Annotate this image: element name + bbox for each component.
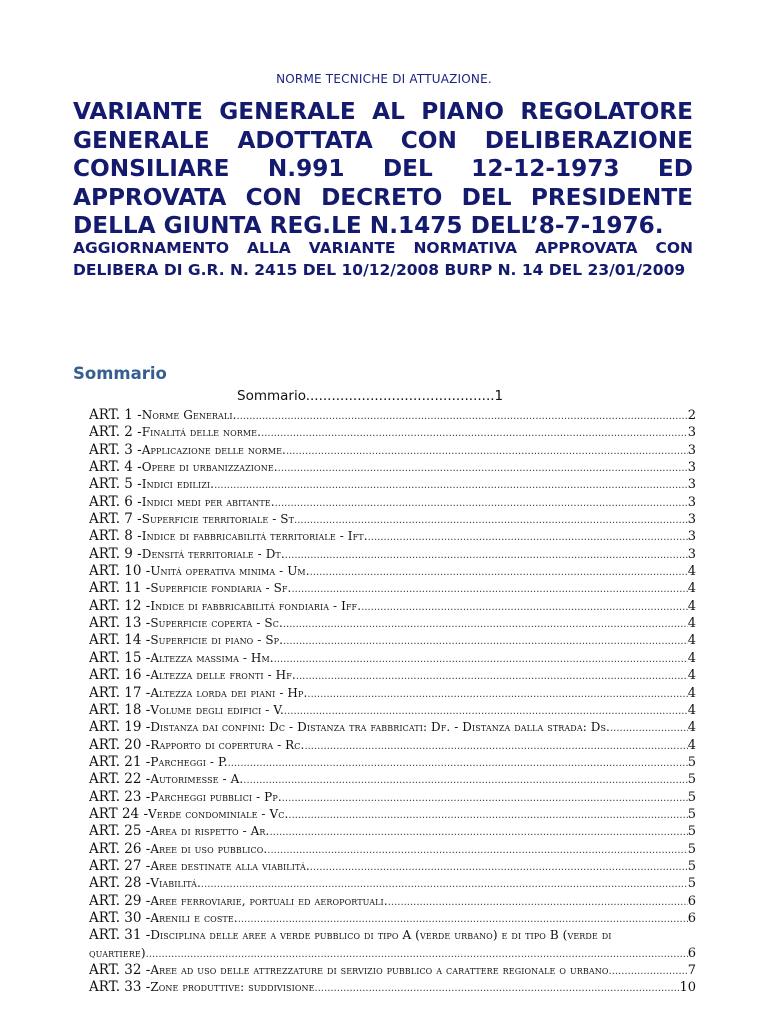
toc-entry-page-number: 3 — [687, 512, 696, 528]
toc-entry-page-number: 3 — [687, 546, 696, 562]
toc-entry-page-number: 5 — [687, 841, 696, 857]
toc-entry-article-number: ART. 4 - — [89, 459, 142, 476]
toc-entry-article-number: ART. 20 - — [89, 736, 151, 753]
toc-entry[interactable] — [89, 494, 696, 511]
toc-entry-title: Finalitá delle norme. — [141, 425, 262, 440]
document-subtitle: AGGIORNAMENTO ALLA VARIANTE NORMATIVA APPROVATA CON DELIBERA DI G.R. N. 2415 DEL 10/12/2008 BURP N. 14 DEL 23/01/2009 — [73, 239, 693, 279]
toc-leader-dots — [237, 408, 688, 424]
toc-entry-article-number: ART. 19 - — [89, 719, 151, 736]
toc-leader-dots — [275, 495, 688, 511]
toc-entry-page-number: 5 — [687, 789, 696, 805]
toc-entry-article-number: ART. 13 - — [89, 615, 151, 632]
toc-entry-title: Unitá operativa minima - Um. — [150, 564, 310, 579]
toc-entry-page-number: 4 — [687, 702, 696, 718]
toc-entry[interactable] — [89, 546, 696, 563]
toc-entry-article-number: ART. 27 - — [89, 857, 151, 874]
toc-entry-sommario[interactable]: Sommario............................................1 — [237, 388, 504, 404]
toc-entry-title: Area di rispetto - Ar. — [150, 824, 270, 839]
toc-entry-article-number: ART. 7 - — [89, 511, 142, 528]
toc-entry-article-number: ART. 10 - — [89, 563, 151, 580]
toc-entry-page-number: 5 — [687, 876, 696, 892]
toc-entry-page-number: 5 — [687, 754, 696, 770]
toc-entry-title: Superficie territoriale - St — [141, 512, 295, 527]
toc-entry[interactable] — [89, 754, 696, 771]
toc-entry-title: Applicazione delle norme. — [141, 442, 286, 457]
toc-entry[interactable] — [89, 979, 696, 996]
toc-entry-article-number: ART. 33 - — [89, 979, 151, 996]
toc-entry[interactable] — [89, 580, 696, 597]
toc-leader-dots — [307, 686, 687, 702]
toc-entry-title: Opere di urbanizzazione. — [141, 460, 278, 475]
toc-entry[interactable] — [89, 528, 696, 545]
toc-leader-dots — [288, 807, 687, 823]
toc-entry-page-number: 6 — [687, 945, 696, 961]
toc-entry-title: Indici edilizi. — [141, 477, 215, 492]
toc-entry-article-number: ART 24 - — [89, 805, 149, 822]
toc-entry[interactable] — [89, 563, 696, 580]
toc-entry-article-number: ART. 6 - — [89, 493, 142, 510]
toc-entry-title: Altezza delle fronti - Hf. — [150, 668, 296, 683]
toc-entry-title: quartiere) — [89, 945, 146, 960]
toc-entry-title: Viabilitá. — [150, 876, 201, 891]
toc-entry[interactable] — [89, 424, 696, 441]
toc-entry-title: Parcheggi - P. — [150, 754, 228, 769]
toc-entry-article-number: ART. 23 - — [89, 788, 151, 805]
toc-entry-article-number: ART. 32 - — [89, 962, 151, 978]
toc-entry[interactable] — [89, 737, 696, 754]
toc-leader-dots — [285, 547, 688, 563]
toc-leader-dots — [201, 876, 688, 892]
toc-entry-title: Altezza lorda dei piani - Hp. — [150, 685, 308, 700]
toc-entry[interactable] — [89, 407, 696, 424]
toc-entry-article-number: ART. 5 - — [89, 476, 142, 493]
toc-entry[interactable] — [89, 615, 696, 632]
toc-entry-title: Disciplina delle aree a verde pubblico di tipo A (verde urbano) e di tipo B (verde di — [150, 928, 612, 943]
toc-leader-dots — [315, 980, 680, 996]
toc-entry-article-number: ART. 25 - — [89, 823, 151, 840]
toc-entry-article-number: ART. 22 - — [89, 771, 151, 788]
toc-entry-article-number: ART. 8 - — [89, 528, 142, 545]
toc-entry-title: Indice di fabbricabilitá fondiaria - Iff. — [150, 598, 362, 613]
toc-entry-page-number: 5 — [687, 824, 696, 840]
toc-entry-title: Aree destinate alla viabilitá. — [150, 858, 310, 873]
toc-entry-article-number: ART. 1 - — [89, 407, 142, 423]
toc-entry-title: Volume degli edifici - V. — [150, 702, 284, 717]
toc-entry-page-number: 6 — [687, 910, 696, 926]
toc-entry-title: Superficie fondiaria - Sf. — [150, 581, 292, 596]
toc-entry-continuation[interactable] — [89, 945, 696, 962]
toc-entry[interactable] — [89, 702, 696, 719]
toc-entry[interactable] — [89, 927, 696, 944]
toc-entry[interactable] — [89, 789, 696, 806]
toc-entry-page-number: 10 — [679, 980, 696, 996]
toc-entry-page-number: 3 — [687, 529, 696, 545]
toc-entry-page-number: 3 — [687, 425, 696, 441]
toc-entry-article-number: ART. 18 - — [89, 701, 151, 718]
toc-entry-article-number: ART. 9 - — [89, 545, 142, 562]
toc-entry-title: Norme Generali. — [141, 408, 237, 422]
toc-entry-title: Indice di fabbricabilitá territoriale - Ift. — [141, 529, 368, 544]
toc-entry-title: Autorimesse - A. — [150, 772, 244, 787]
toc-leader-dots — [609, 963, 688, 979]
toc-entry[interactable] — [89, 511, 696, 528]
toc-entry-page-number: 4 — [687, 616, 696, 632]
toc-leader-dots — [610, 720, 688, 736]
toc-entry[interactable] — [89, 650, 696, 667]
toc-entry[interactable] — [89, 476, 696, 493]
toc-entry-page-number: 4 — [687, 650, 696, 666]
toc-entry[interactable] — [89, 806, 696, 823]
toc-entry-title: Aree ad uso delle attrezzature di servizio pubblico a carattere regionale o urbano — [150, 963, 609, 977]
toc-leader-dots — [388, 894, 688, 910]
toc-entry-page-number: 4 — [687, 598, 696, 614]
toc-entry-title: Distanza dai confini: Dc - Distanza tra fabbricati: Df. - Distanza dalla strada: Ds. — [150, 720, 610, 735]
toc-leader-dots — [146, 946, 688, 962]
toc-entry-article-number: ART. 15 - — [89, 649, 151, 666]
toc-entry-article-number: ART. 26 - — [89, 840, 151, 857]
toc-leader-dots — [361, 599, 688, 615]
toc-entry-title: Rapporto di copertura - Rc. — [150, 737, 305, 752]
toc-entry-article-number: ART. 11 - — [89, 580, 151, 597]
toc-entry[interactable] — [89, 823, 696, 840]
toc-leader-dots — [291, 581, 687, 597]
toc-entry-page-number: 3 — [687, 442, 696, 458]
toc-leader-dots — [243, 772, 687, 788]
toc-leader-dots — [310, 564, 688, 580]
toc-entry[interactable] — [89, 771, 696, 788]
document-kicker: NORME TECNICHE DI ATTUAZIONE. — [276, 72, 492, 86]
toc-leader-dots — [267, 842, 687, 858]
toc-entry[interactable] — [89, 910, 696, 927]
toc-entry[interactable] — [89, 667, 696, 684]
document-title: VARIANTE GENERALE AL PIANO REGOLATORE GENERALE ADOTTATA CON DELIBERAZIONE CONSILIARE N.991 DEL 12-12-1973 ED APPROVATA CON DECRETO DEL PRESIDENTE DELLA GIUNTA REG.LE N.1475 DELL’8-7-1976. — [73, 98, 693, 239]
toc-entry-page-number: 2 — [687, 408, 696, 423]
toc-leader-dots — [278, 460, 688, 476]
toc-entry[interactable] — [89, 893, 696, 910]
toc-entry-article-number: ART. 29 - — [89, 892, 151, 909]
toc-entry[interactable] — [89, 459, 696, 476]
toc-entry[interactable] — [89, 841, 696, 858]
toc-leader-dots — [296, 668, 688, 684]
toc-leader-dots — [284, 703, 688, 719]
toc-entry-title: Superficie di piano - Sp. — [150, 633, 284, 648]
toc-entry-title: Parcheggi pubblici - Pp. — [150, 789, 282, 804]
toc-entry-page-number: 4 — [687, 668, 696, 684]
toc-entry-page-number: 4 — [687, 685, 696, 701]
toc-entry[interactable] — [89, 442, 696, 459]
toc-leader-dots — [228, 755, 688, 771]
toc-entry[interactable] — [89, 719, 696, 736]
toc-entry-page-number: 3 — [687, 494, 696, 510]
toc-entry-page-number: 4 — [687, 737, 696, 753]
toc-entry-page-number: 4 — [687, 720, 696, 736]
toc-entry-title: Densitá territoriale - Dt. — [141, 546, 285, 561]
toc-leader-dots — [214, 477, 688, 493]
toc-leader-dots — [310, 859, 688, 875]
toc-entry-article-number: ART. 12 - — [89, 597, 151, 614]
toc-entry[interactable] — [89, 858, 696, 875]
toc-entry-page-number: 3 — [687, 460, 696, 476]
toc-entry-article-number: ART. 30 - — [89, 909, 151, 926]
toc-leader-dots — [238, 911, 688, 927]
toc-entry-title: Zone produttive: suddivisione — [150, 980, 315, 995]
toc-leader-dots — [283, 616, 688, 632]
toc-entry[interactable] — [89, 632, 696, 649]
toc-entry-page-number: 7 — [687, 963, 696, 978]
toc-entry-title: Altezza massima - Hm. — [150, 650, 274, 665]
toc-leader-dots — [294, 512, 688, 528]
toc-entry-title: Indici medi per abitante. — [141, 494, 275, 509]
toc-entry-title: Aree ferroviarie, portuali ed aeroportuali. — [150, 893, 388, 908]
toc-entry-title: Arenili e coste. — [150, 910, 238, 925]
toc-leader-dots — [274, 651, 688, 667]
toc-entry-article-number: ART. 17 - — [89, 684, 151, 701]
toc-entry-article-number: ART. 28 - — [89, 875, 151, 892]
toc-leader-dots — [368, 529, 688, 545]
toc-entry-page-number: 6 — [687, 893, 696, 909]
toc-entry-article-number: ART. 21 - — [89, 753, 151, 770]
toc-entry[interactable] — [89, 598, 696, 615]
toc-heading: Sommario — [73, 364, 167, 383]
toc-entry-article-number: ART. 14 - — [89, 632, 151, 649]
toc-entry-page-number: 5 — [687, 806, 696, 822]
toc-entry-article-number: ART. 31 - — [89, 927, 151, 944]
toc-entry-page-number: 5 — [687, 772, 696, 788]
toc-entry-article-number: ART. 16 - — [89, 667, 151, 684]
table-of-contents — [89, 407, 696, 997]
toc-entry[interactable] — [89, 685, 696, 702]
toc-leader-dots — [269, 824, 687, 840]
toc-entry[interactable] — [89, 875, 696, 892]
toc-leader-dots — [304, 738, 687, 754]
toc-entry-page-number: 3 — [687, 477, 696, 493]
toc-entry-title: Verde condominiale - Vc. — [148, 806, 289, 821]
toc-entry-page-number: 4 — [687, 581, 696, 597]
toc-entry-title: Aree di uso pubblico. — [150, 841, 268, 856]
toc-entry-article-number: ART. 2 - — [89, 424, 142, 441]
toc-entry-title: Superficie coperta - Sc. — [150, 616, 283, 631]
toc-entry-page-number: 4 — [687, 564, 696, 580]
toc-leader-dots — [282, 790, 688, 806]
toc-entry[interactable] — [89, 962, 696, 979]
toc-leader-dots — [286, 443, 688, 459]
toc-entry-page-number: 4 — [687, 633, 696, 649]
toc-entry-page-number: 5 — [687, 858, 696, 874]
toc-entry-article-number: ART. 3 - — [89, 441, 142, 458]
toc-leader-dots — [283, 633, 688, 649]
toc-leader-dots — [261, 425, 688, 441]
